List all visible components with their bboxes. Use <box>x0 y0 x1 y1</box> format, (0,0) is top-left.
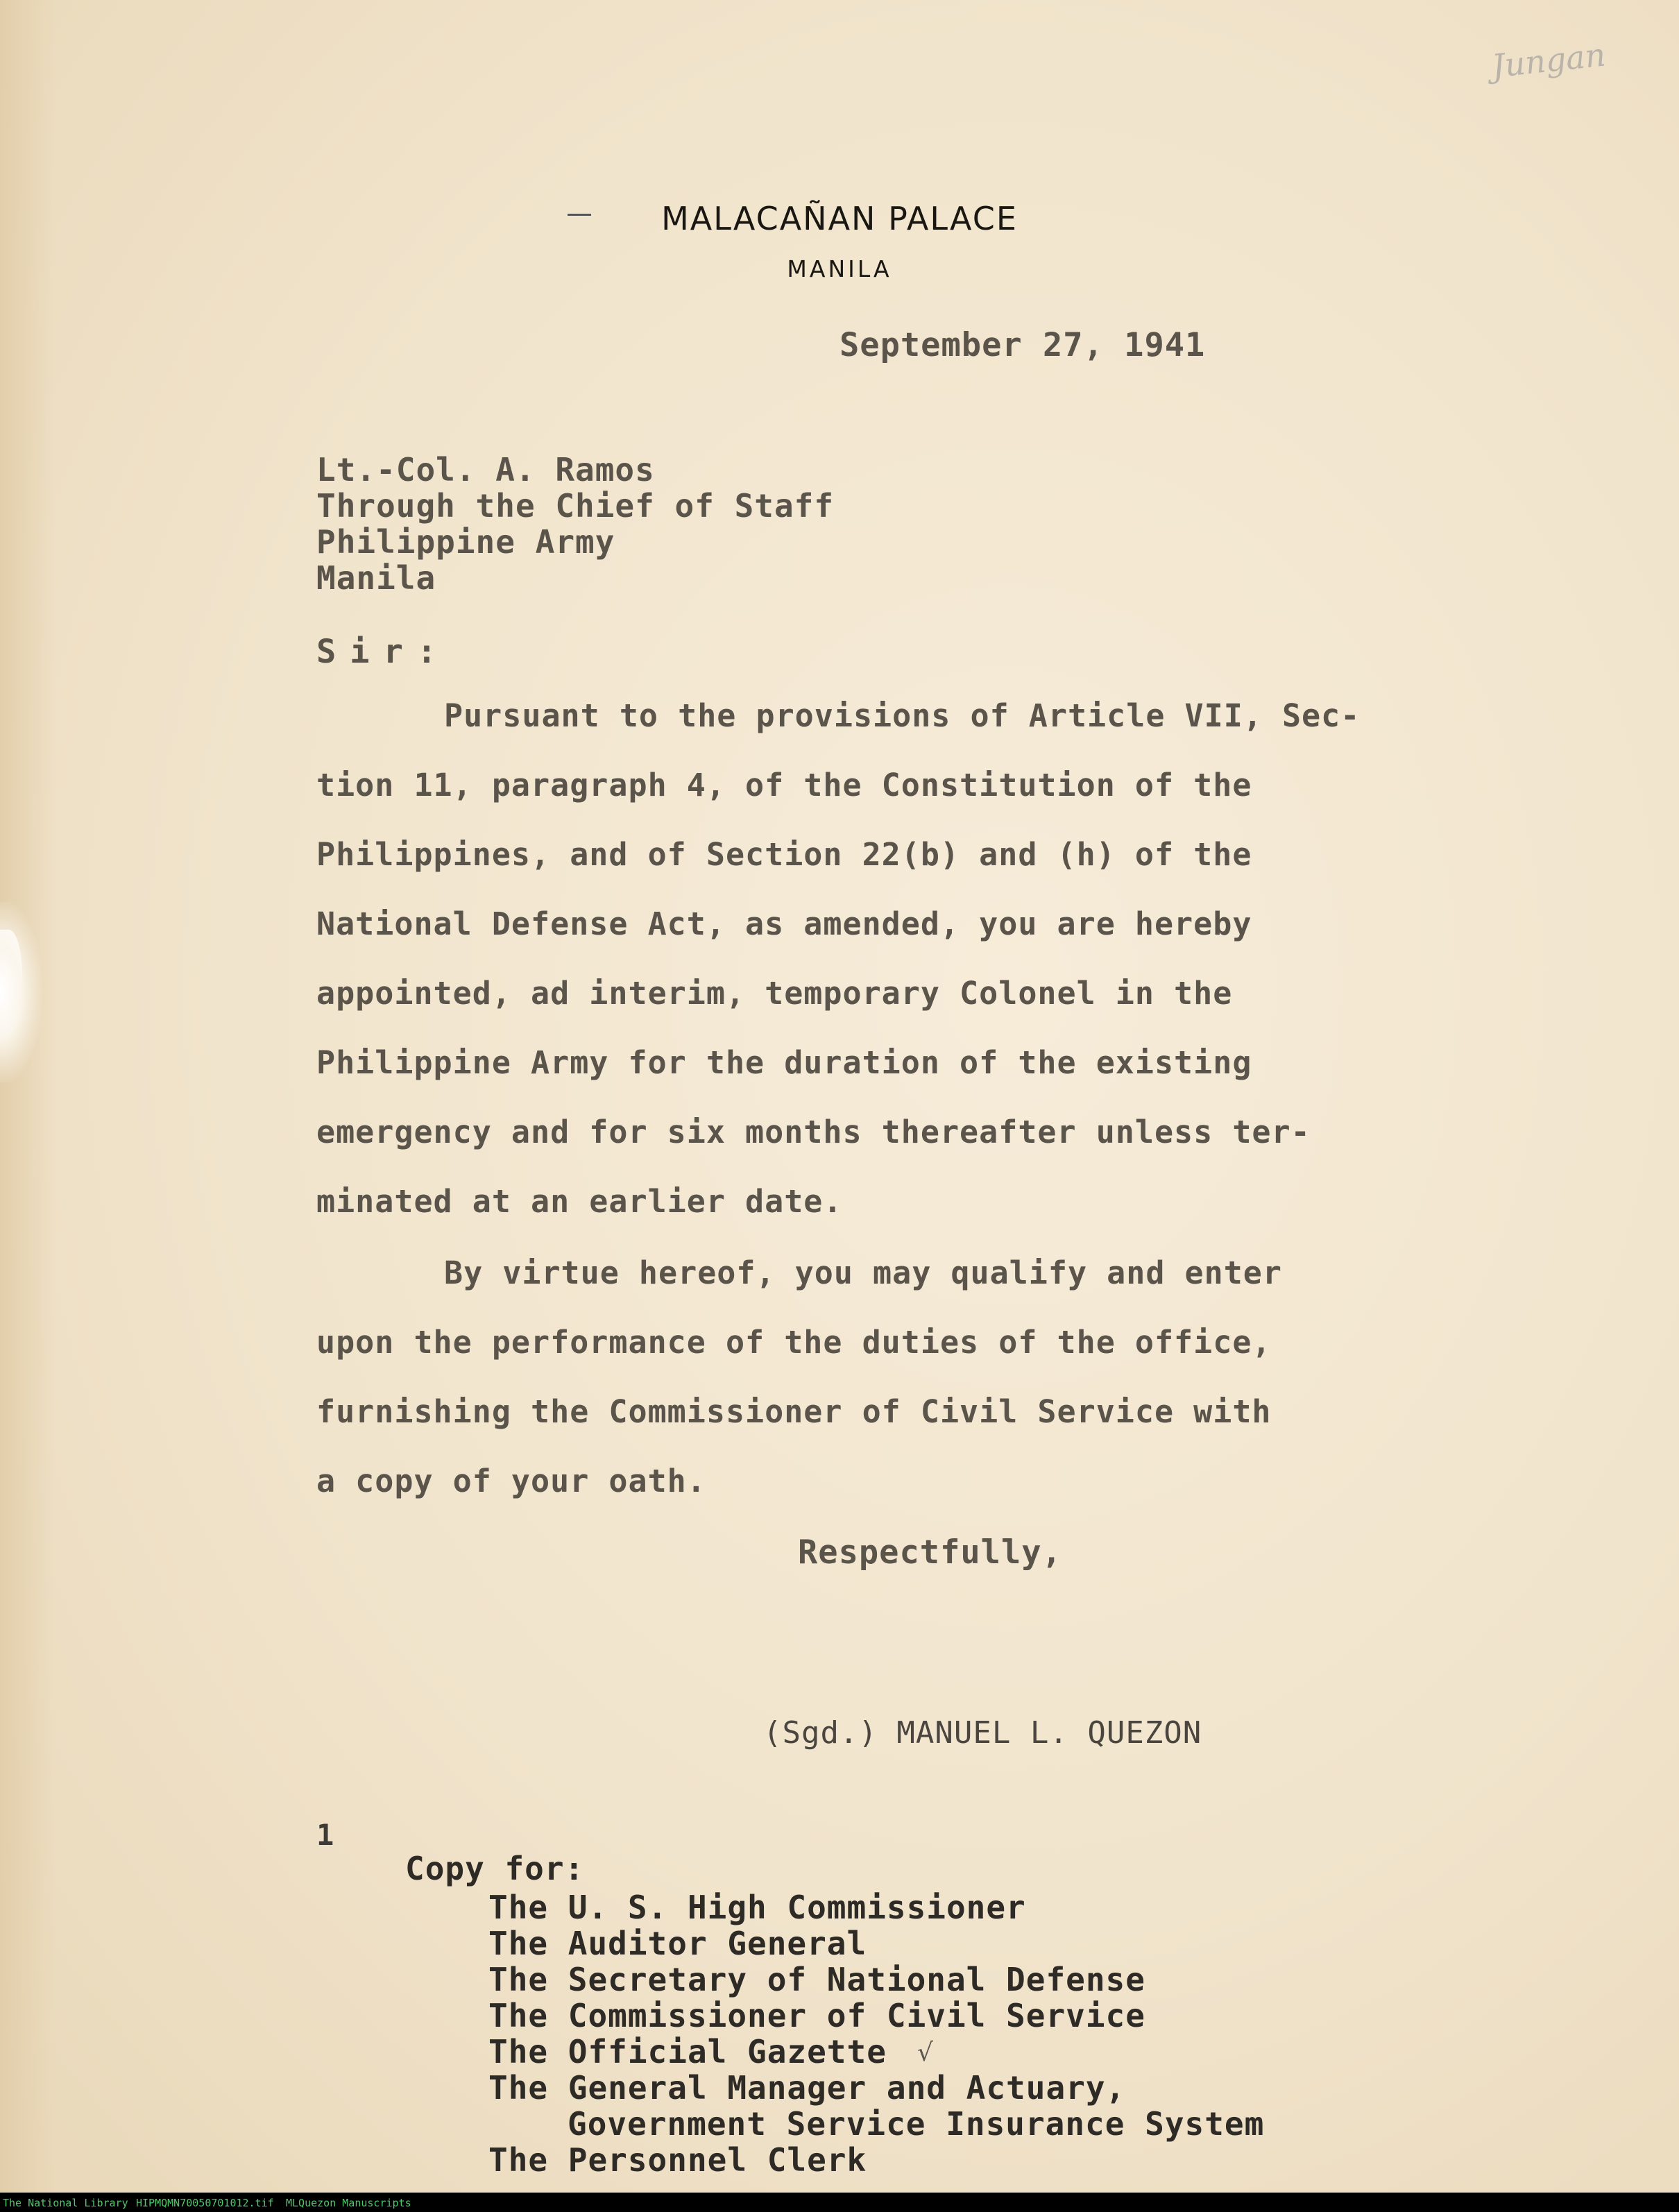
footer-file: HIPMQMN70050701012.tif <box>136 2197 274 2209</box>
letterhead-title: MALACAÑAN PALACE <box>661 200 1018 237</box>
pencil-notation: Jungan <box>1490 35 1608 85</box>
copy-recipient: Government Service Insurance System <box>568 2105 1265 2143</box>
check-mark-icon: √ <box>917 2039 933 2067</box>
body-line: appointed, ad interim, temporary Colonel in the <box>316 975 1233 1012</box>
archive-footer <box>0 2193 1679 2212</box>
body-line: tion 11, paragraph 4, of the Constitution of the <box>316 767 1252 803</box>
copy-for-heading: Copy for: <box>405 1850 585 1887</box>
body-line: Philippine Army for the duration of the existing <box>316 1044 1252 1081</box>
footer-collection: MLQuezon Manuscripts <box>286 2197 411 2209</box>
copy-recipient: The General Manager and Actuary, <box>488 2069 1126 2107</box>
copy-recipient: The Secretary of National Defense <box>488 1961 1145 1998</box>
body-line: Pursuant to the provisions of Article VII, Sec- <box>444 697 1361 734</box>
copy-recipient: The Commissioner of Civil Service <box>488 1997 1145 2034</box>
reference-number: 1 <box>316 1818 335 1852</box>
letter-date: September 27, 1941 <box>840 326 1206 364</box>
body-line: upon the performance of the duties of the office, <box>316 1324 1272 1361</box>
body-line: By virtue hereof, you may qualify and enter <box>444 1254 1282 1291</box>
copy-recipient: The U. S. High Commissioner <box>488 1889 1026 1926</box>
closing: Respectfully, <box>798 1533 1062 1572</box>
body-line: Philippines, and of Section 22(b) and (h) of the <box>316 836 1252 873</box>
body-line: a copy of your oath. <box>316 1463 706 1499</box>
copy-recipient: The Auditor General <box>488 1925 867 1962</box>
recipient-line: Lt.-Col. A. Ramos <box>316 451 655 488</box>
paper-tear <box>0 930 22 1006</box>
copy-recipient: The Personnel Clerk <box>488 2141 867 2179</box>
body-line: furnishing the Commissioner of Civil Service with <box>316 1393 1272 1430</box>
recipient-line: Through the Chief of Staff <box>316 487 835 525</box>
footer-library: The National Library <box>3 2197 128 2209</box>
body-line: minated at an earlier date. <box>316 1183 843 1220</box>
body-line: National Defense Act, as amended, you are hereby <box>316 905 1252 942</box>
copy-recipient: The Official Gazette <box>488 2033 887 2070</box>
recipient-line: Manila <box>316 559 436 597</box>
letterhead-city: MANILA <box>787 255 892 282</box>
recipient-line: Philippine Army <box>316 523 615 561</box>
salutation: Sir: <box>316 633 451 671</box>
signature-line: (Sgd.) MANUEL L. QUEZON <box>763 1715 1202 1751</box>
body-line: emergency and for six months thereafter unless ter- <box>316 1114 1311 1150</box>
